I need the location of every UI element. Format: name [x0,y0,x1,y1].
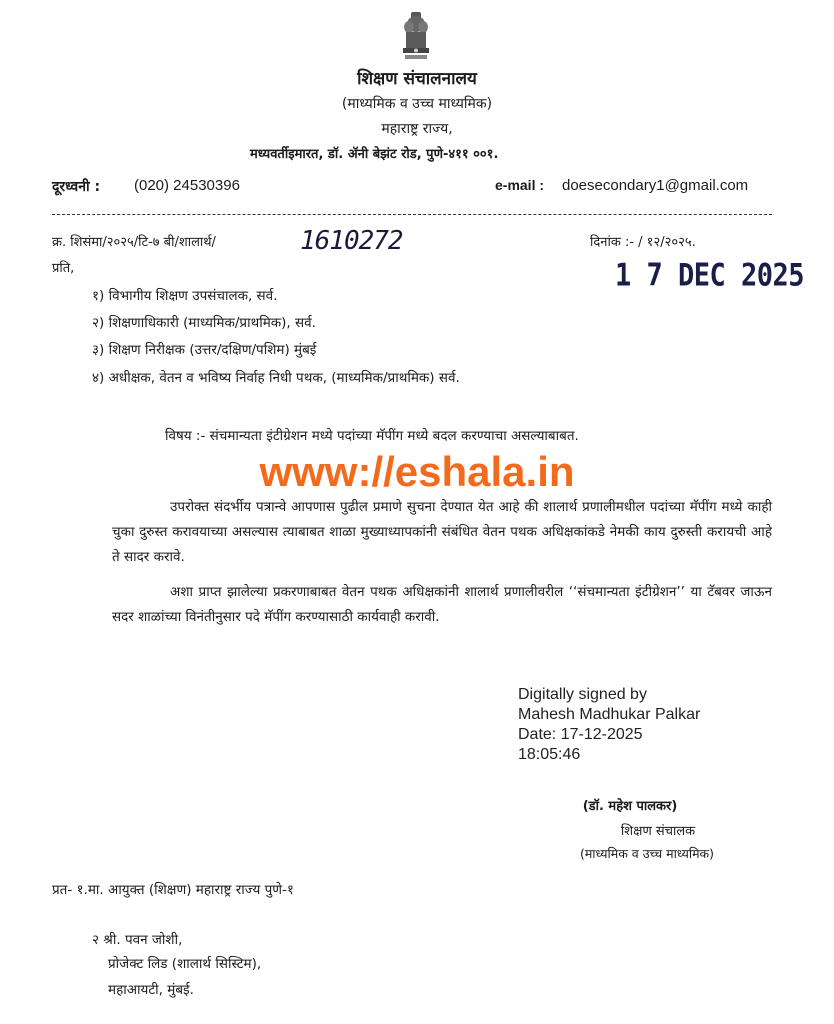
signatory-title: शिक्षण संचालक [620,824,696,839]
copy-to-line: प्रोजेक्ट लिड (शालार्थ सिस्टिम), [108,956,262,972]
email-address: doesecondary1@gmail.com [562,177,749,194]
date-label: दिनांक :- / १२/२०२५. [590,235,696,250]
watermark-link[interactable]: www://eshala.in [259,448,575,495]
digital-signature-line: 18:05:46 [518,746,581,763]
reference-number: क्र. शिसंमा/२०२५/टि-७ बी/शालार्थ/ [52,235,216,250]
recipient-item: ३) शिक्षण निरीक्षक (उत्तर/दक्षिण/पशिम) मुंबई [92,342,317,358]
to-label: प्रति, [52,261,75,276]
copy-to-line: २ श्री. पवन जोशी, [92,932,183,948]
office-state: महाराष्ट्र राज्य, [381,121,453,137]
copy-to-line: प्रत- १.मा. आयुक्त (शिक्षण) महाराष्ट्र राज्य पुणे-१ [52,882,294,898]
body-paragraph: उपरोक्त संदर्भीय पत्रान्वे आपणास पुढील प्रमाणे सुचना देण्यात येत आहे की शालार्थ प्रणालीमधील पदांच्या मॅपींग मध्ये काही चुका दुरुस्त करावयाच्या असल्यास त्याबाबत शाळा मुख्याध्यापकांनी संबंधित वेतन पथक अधिक्षकांकडे नेमकी काय दुरुस्ती करायची आहे ते सादर करावे. [112,499,772,565]
handwritten-reference: 1610272 [300,226,403,256]
signatory-department: (माध्यमिक व उच्च माध्यमिक) [579,846,715,861]
digital-signature-line: Mahesh Madhukar Palkar [518,706,701,723]
subject-line: विषय :- संचमान्यता इंटीग्रेशन मध्ये पदांच्या मॅपींग मध्ये बदल करण्याचा असल्याबाबत. [165,428,579,444]
phone-label: दूरध्वनी : [52,179,101,195]
office-title: शिक्षण संचालनालय [357,69,477,89]
copy-to-line: महाआयटी, मुंबई. [108,982,194,998]
recipient-item: २) शिक्षणाधिकारी (माध्यमिक/प्राथमिक), सर्व. [92,315,316,331]
date-stamp: 1 7 DEC 2025 [615,258,805,294]
emblem-of-india-icon [397,10,435,64]
recipient-item: १) विभागीय शिक्षण उपसंचालक, सर्व. [92,288,278,304]
digital-signature-line: Date: 17-12-2025 [518,726,643,743]
body-paragraph: अशा प्राप्त झालेल्या प्रकरणाबाबत वेतन पथक अधिक्षकांनी शालार्थ प्रणालीवरील ‘‘संचमान्यता इंटीग्रेशन’’ या टॅबवर जाऊन सदर शाळांच्या विनंतीनुसार पदे मॅपींग करण्यासाठी कार्यवाही करावी. [112,584,772,625]
header-divider [52,214,772,215]
email-label: e-mail : [495,177,545,193]
phone-number: (020) 24530396 [134,177,240,194]
digital-signature-line: Digitally signed by [518,686,647,703]
office-address: मध्यवर्तीइमारत, डॉ. ॲनी बेझंट रोड, पुणे-४११ ००१. [250,147,499,162]
office-subtitle: (माध्यमिक व उच्च माध्यमिक) [341,96,493,112]
recipient-item: ४) अधीक्षक, वेतन व भविष्य निर्वाह निधी पथक, (माध्यमिक/प्राथमिक) सर्व. [92,370,460,386]
signatory-name: (डॉ. महेश पालकर) [582,799,678,814]
